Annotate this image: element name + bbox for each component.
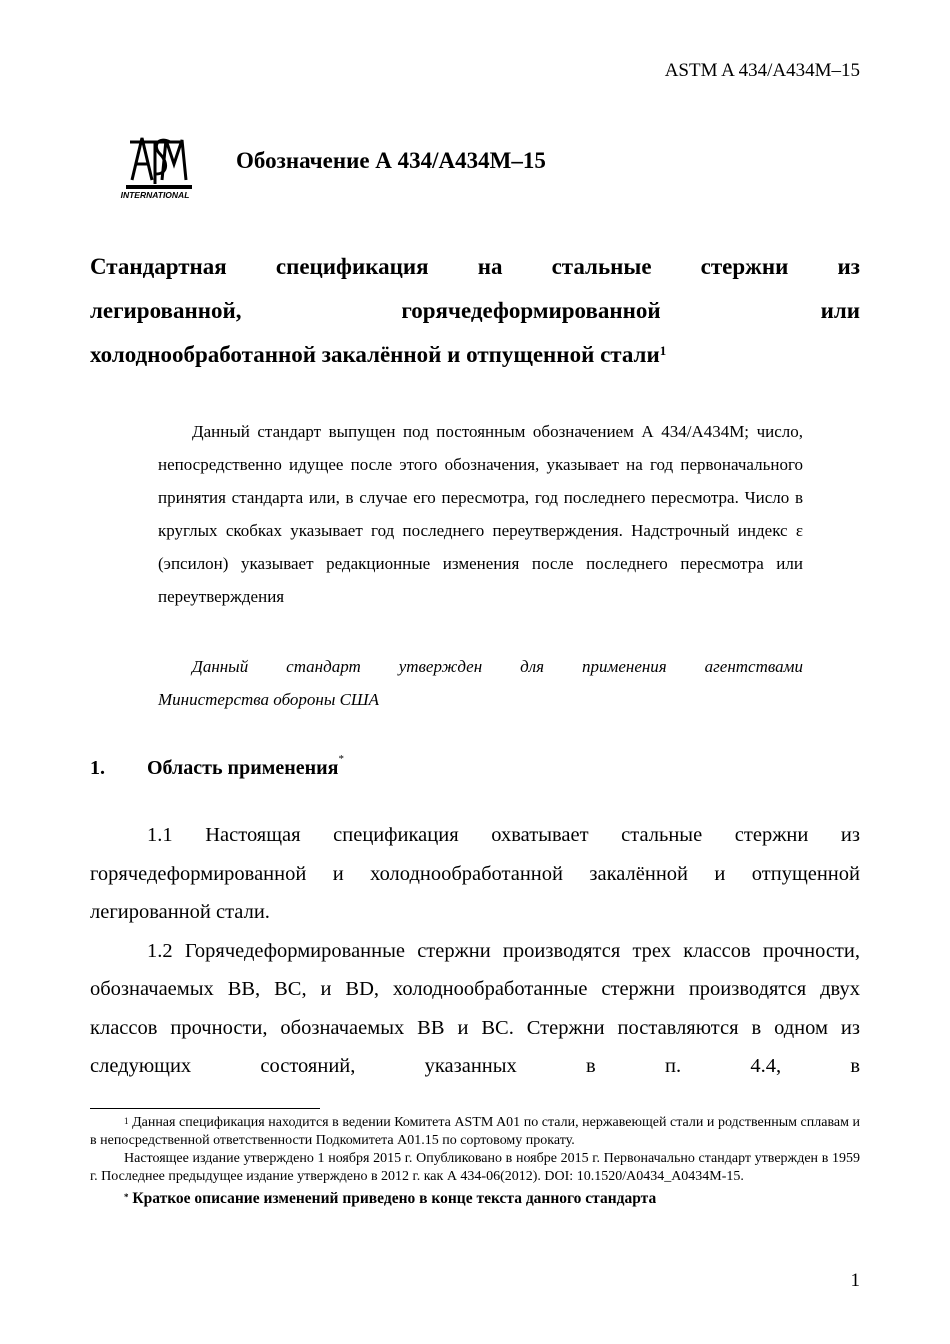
footnotes [90, 1114, 860, 1208]
standard-notice [158, 415, 803, 613]
title-word: стержни [700, 254, 789, 279]
section-number: 1. [90, 757, 105, 779]
footnote-3 [90, 1190, 860, 1208]
section-footnote-mark[interactable]: * [338, 753, 344, 765]
paragraph-1-1: 1.1 Настоящая спецификация охватывает стальные стержни из горячедеформированной и холоднообработанной закалённой и отпущенной легированной стали. [90, 824, 860, 923]
title-word: из [837, 254, 860, 279]
title-word: спецификация [275, 254, 429, 279]
approval-word: Данный [192, 657, 249, 676]
title-word: холоднообработанной закалённой и отпущенной стали [90, 342, 660, 367]
approval-word: агентствами [704, 657, 803, 676]
title-word: на [477, 254, 503, 279]
footnote-separator [90, 1108, 320, 1109]
title-word: горячедеформированной [401, 298, 661, 323]
approval-word: стандарт [286, 657, 361, 676]
page-number: 1 [850, 1270, 860, 1291]
paragraph-1-2: 1.2 Горячедеформированные стержни производятся трех классов прочности, обозначаемых BB, BC, и BD, холоднообработанные стержни производятся двух классов прочности, обозначаемых BB и BC. Стержни поставляются в одном из следующих состояний, указанных в п. 4.4, в [90, 939, 860, 1077]
title-word: легированной, [90, 298, 242, 323]
approval-line-2: Министерства обороны США [158, 690, 380, 709]
standard-designation: Обозначение А 434/A434M–15 [236, 148, 546, 173]
footnote-3-text: Краткое описание изменений приведено в конце текста данного стандарта [132, 1190, 657, 1207]
approval-statement [158, 650, 803, 716]
approval-line-1 [158, 650, 803, 683]
document-code-header: ASTM A 434/A434M–15 [664, 60, 860, 81]
section-heading [90, 753, 344, 780]
astm-logo-icon [112, 128, 198, 200]
astm-logo [112, 128, 198, 200]
approval-word: утвержден [398, 657, 483, 676]
title-word: или [820, 298, 860, 323]
footnote-1 [90, 1114, 860, 1150]
approval-word: применения [582, 657, 667, 676]
title-line-1 [90, 245, 860, 289]
title-word: стальные [551, 254, 652, 279]
approval-word: для [520, 657, 545, 676]
title-word: Стандартная [90, 254, 227, 279]
section-title: Область применения [147, 757, 339, 779]
notice-text: Данный стандарт выпущен под постоянным обозначением А 434/A434M; число, непосредственно идущее после этого обозначения, указывает на год первоначального принятия стандарта или, в случае его пересмотра, год последнего пересмотра. Число в круглых скобках указывает год последнего переутверждения. Надстрочный индекс ε (эпсилон) указывает редакционные изменения после последнего пересмотра или переутверждения [158, 422, 803, 606]
title-line-3 [90, 333, 860, 377]
footnote-2: Настоящее издание утверждено 1 ноября 2015 г. Опубликовано в ноябре 2015 г. Первоначально стандарт утвержден в 1959 г. Последнее предыдущее издание утверждено в 2012 г. как А 434-06(2012). DOI: 10.1520/A0434_A0434M-15. [90, 1151, 860, 1184]
title-footnote-ref[interactable]: 1 [659, 343, 667, 358]
title-line-2 [90, 289, 860, 333]
section-body [90, 816, 860, 1086]
footnote-1-text: Данная спецификация находится в ведении Комитета ASTM A01 по стали, нержавеющей стали и родственным сплавам и в непосредственной ответственности Подкомитета A01.15 по сортовому прокату. [90, 1115, 860, 1148]
standard-title [90, 245, 860, 377]
footnote-3-ref: * [124, 1192, 129, 1202]
logo-caption: INTERNATIONAL [120, 190, 190, 200]
footnote-1-ref: 1 [124, 1116, 129, 1126]
